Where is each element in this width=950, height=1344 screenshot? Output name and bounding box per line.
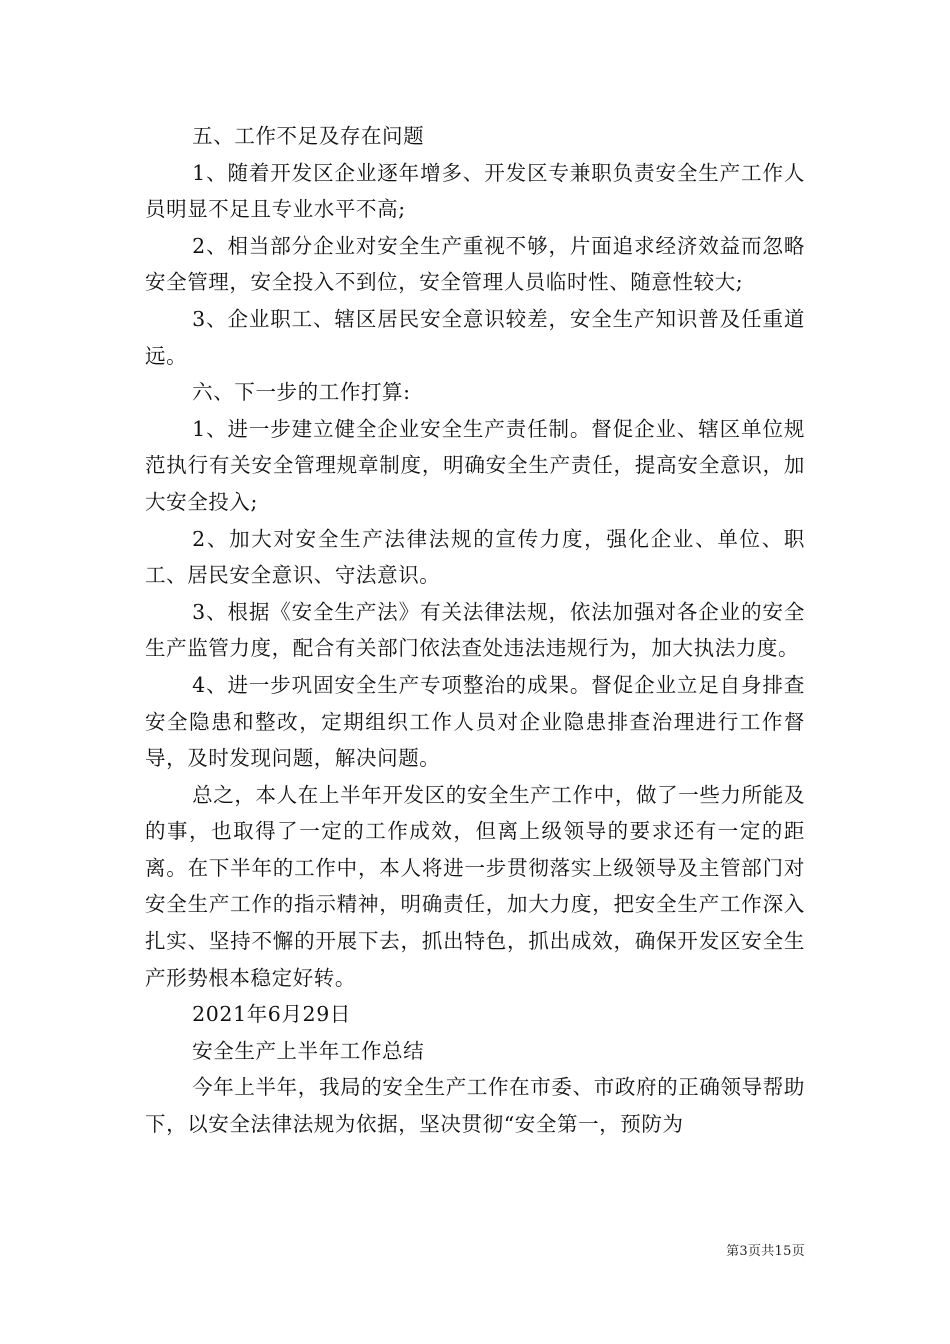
section-title: 安全生产上半年工作总结 bbox=[192, 1038, 425, 1063]
paragraph: 2、加大对安全生产法律法规的宣传力度，强化企业、单位、职工、居民安全意识、守法意识。 bbox=[145, 526, 805, 588]
section-heading-problems: 五、工作不足及存在问题 bbox=[192, 124, 425, 148]
paragraph: 4、进一步巩固安全生产专项整治的成果。督促企业立足自身排查安全隐患和整改，定期组织工作人员对企业隐患排查治理进行工作督导，及时发现问题，解决问题。 bbox=[145, 672, 805, 771]
paragraph: 3、企业职工、辖区居民安全意识较差，安全生产知识普及任重道远。 bbox=[145, 306, 805, 368]
page-number-footer: 第3页共15页 bbox=[726, 1244, 805, 1259]
section-heading-next-steps: 六、下一步的工作打算: bbox=[192, 380, 411, 405]
date-line: 2021年6月29日 bbox=[192, 1002, 351, 1027]
paragraph: 1、随着开发区企业逐年增多、开发区专兼职负责安全生产工作人员明显不足且专业水平不高; bbox=[145, 160, 805, 222]
paragraph: 1、进一步建立健全企业安全生产责任制。督促企业、辖区单位规范执行有关安全管理规章制度，明确安全生产责任，提高安全意识，加大安全投入; bbox=[145, 416, 805, 514]
document-body bbox=[145, 118, 805, 1143]
paragraph-summary: 总之，本人在上半年开发区的安全生产工作中，做了一些力所能及的事，也取得了一定的工作成效，但离上级领导的要求还有一定的距离。在下半年的工作中，本人将进一步贯彻落实上级领导及主管部门对安全生产工作的指示精神，明确责任，加大力度，把安全生产工作深入扎实、坚持不懈的开展下去，抓出特色，抓出成效，确保开发区安全生产形势根本稳定好转。 bbox=[145, 782, 805, 990]
paragraph: 3、根据《安全生产法》有关法律法规，依法加强对各企业的安全生产监管力度，配合有关部门依法查处违法违规行为，加大执法力度。 bbox=[145, 599, 805, 661]
paragraph: 今年上半年，我局的安全生产工作在市委、市政府的正确领导帮助下，以安全法律法规为依据，坚决贯彻“安全第一，预防为 bbox=[145, 1075, 805, 1137]
paragraph: 2、相当部分企业对安全生产重视不够，片面追求经济效益而忽略安全管理，安全投入不到位，安全管理人员临时性、随意性较大; bbox=[145, 233, 805, 295]
